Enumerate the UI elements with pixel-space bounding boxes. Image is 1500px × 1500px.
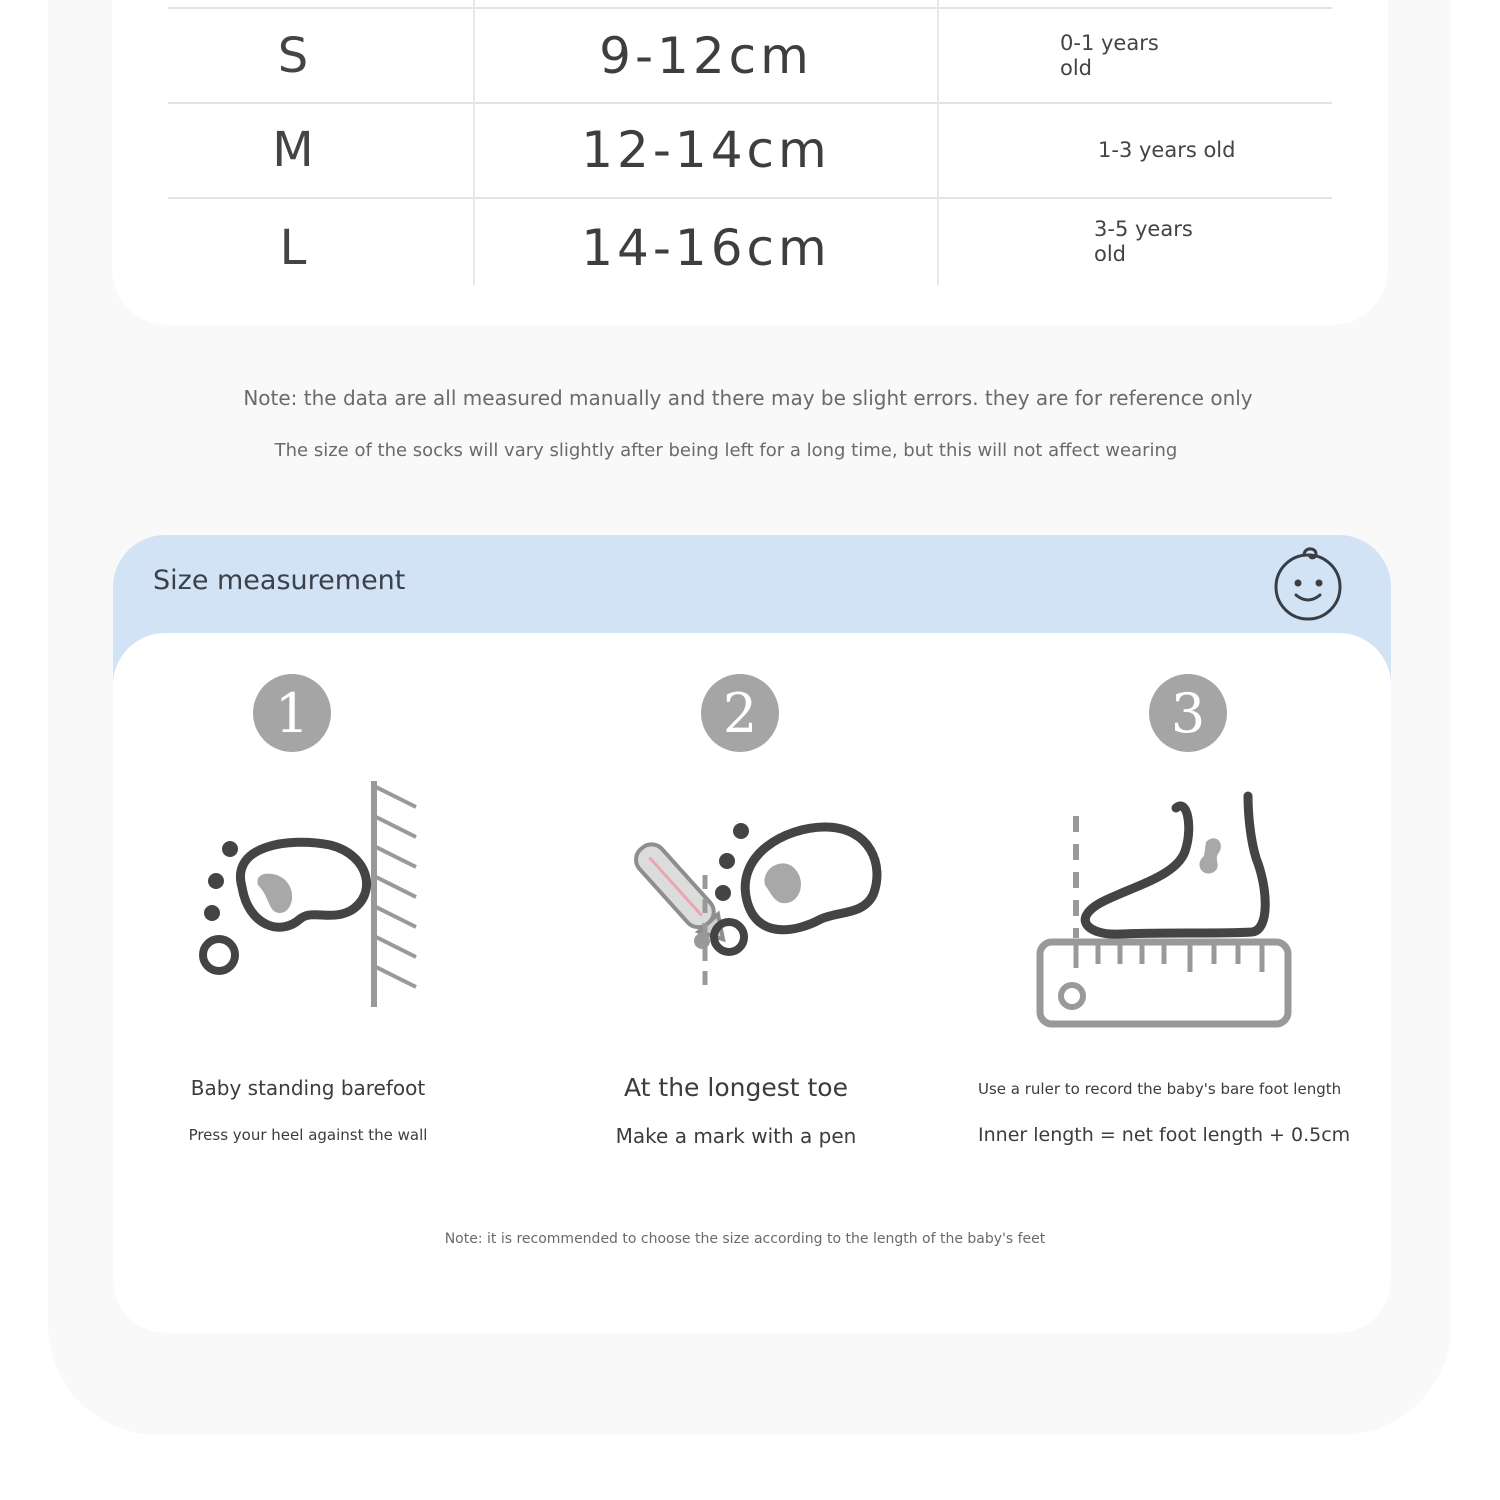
foot-on-ruler-icon xyxy=(1030,788,1300,1033)
step-2-badge: 2 xyxy=(701,674,779,752)
step-3-badge: 3 xyxy=(1149,674,1227,752)
age-cell xyxy=(1060,10,1320,102)
size-cell: S xyxy=(277,28,309,84)
age-cell xyxy=(1098,104,1358,196)
table-column-divider xyxy=(937,0,939,285)
length-cell: 14-16cm xyxy=(581,219,831,277)
step-2-title: At the longest toe xyxy=(624,1073,848,1102)
section-title: Size measurement xyxy=(153,565,406,596)
age-text: 3-5 years old xyxy=(1094,217,1193,266)
footer-note: Note: it is recommended to choose the size according to the length of the baby's feet xyxy=(444,1231,1046,1247)
measurement-note: Note: the data are all measured manually and there may be slight errors. they are for reference only xyxy=(243,386,1253,410)
age-cell xyxy=(1094,196,1354,288)
age-text: 1-3 years old xyxy=(1098,137,1236,162)
length-cell: 12-14cm xyxy=(581,121,831,179)
step-3-title: Use a ruler to record the baby's bare foot length xyxy=(978,1080,1342,1098)
age-text: 0-1 years old xyxy=(1060,31,1159,80)
table-column-divider xyxy=(473,0,475,285)
foot-against-wall-icon xyxy=(190,775,430,1015)
step-1-badge: 1 xyxy=(253,674,331,752)
step-1-subtitle: Press your heel against the wall xyxy=(188,1126,428,1144)
baby-face-icon xyxy=(1268,545,1348,623)
step-2-subtitle: Make a mark with a pen xyxy=(615,1124,857,1148)
length-cell: 9-12cm xyxy=(599,27,813,85)
size-cell: M xyxy=(272,122,314,178)
table-divider xyxy=(168,7,1332,9)
socks-size-note: The size of the socks will vary slightly after being left for a long time, but this will not affect wearing xyxy=(274,440,1178,461)
size-cell: L xyxy=(279,220,307,276)
step-3-subtitle: Inner length = net foot length + 0.5cm xyxy=(978,1124,1351,1146)
step-1-title: Baby standing barefoot xyxy=(190,1076,426,1100)
pen-mark-toe-icon xyxy=(595,815,890,1000)
